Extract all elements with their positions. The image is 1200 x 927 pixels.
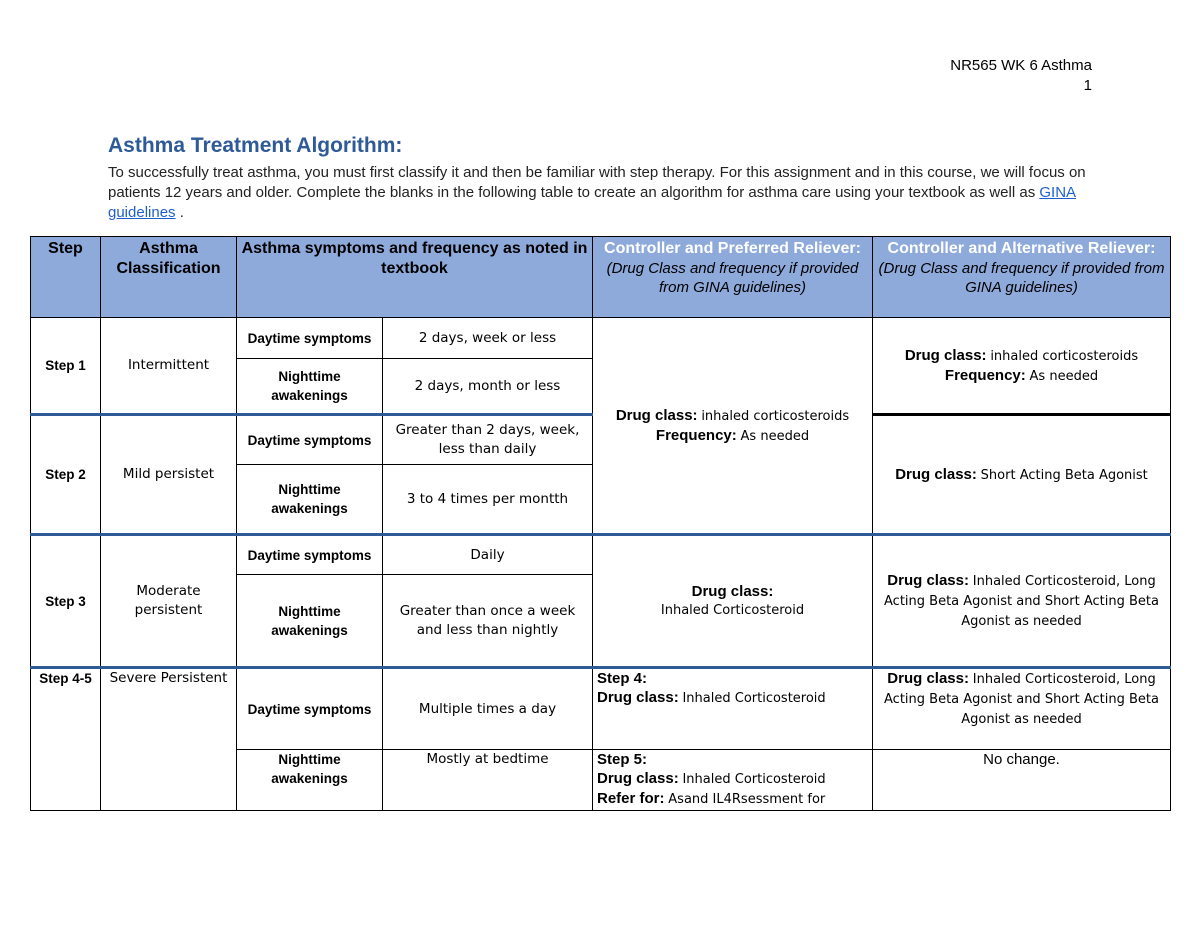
header-preferred-title: Controller and Preferred Reliever: (604, 240, 861, 257)
intro-text-end: . (175, 204, 184, 221)
step1-daytime-value: 2 days, week or less (383, 318, 593, 359)
drug-class-label: Drug class: (597, 689, 679, 706)
step2-nighttime-value: 3 to 4 times per montth (383, 465, 593, 535)
step45-classification: Severe Persistent (101, 668, 237, 811)
steps12-preferred (593, 318, 873, 535)
step5-pref-drug-class: Inhaled Corticosteroid (682, 772, 826, 787)
steps12-pref-drug-class: inhaled corticosteroids (701, 408, 850, 424)
step1-alt-drug-class: inhaled corticosteroids (990, 348, 1139, 364)
step2-nighttime-label: Nighttime awakenings (237, 465, 383, 535)
header-step: Step (31, 237, 101, 318)
step45-label: Step 4-5 (31, 668, 101, 811)
step3-classification: Moderate persistent (101, 535, 237, 668)
asthma-algorithm-table (30, 236, 1171, 811)
step5-preferred (593, 750, 873, 811)
page-number: 1 (1083, 77, 1092, 94)
step3-nighttime-value: Greater than once a week and less than nightly (383, 575, 593, 668)
step4-alt-drug-class: Inhaled Corticosteroid, Long Acting Beta Agonist and Short Acting Beta Agonist as needed (884, 672, 1159, 727)
step3-daytime-label: Daytime symptoms (237, 535, 383, 575)
step1-nighttime-value: 2 days, month or less (383, 359, 593, 415)
drug-class-label: Drug class: (904, 346, 987, 364)
step1-alt-frequency: As needed (1029, 368, 1099, 384)
page-title: Asthma Treatment Algorithm: (108, 134, 403, 157)
drug-class-label: Drug class: (691, 583, 774, 600)
refer-for-label: Refer for: (597, 790, 665, 807)
step2-alt-drug-class: Short Acting Beta Agonist (980, 467, 1148, 483)
step3-daytime-value: Daily (383, 535, 593, 575)
header-preferred-sub: (Drug Class and frequency if provided from GINA guidelines) (606, 260, 859, 296)
step1-daytime-label: Daytime symptoms (237, 318, 383, 359)
step2-alternative (873, 415, 1171, 535)
step3-alternative (873, 535, 1171, 668)
step4-preferred (593, 668, 873, 750)
intro-paragraph (108, 163, 1098, 223)
table-row (31, 535, 1171, 575)
drug-class-label: Drug class: (895, 465, 977, 483)
table-row (31, 668, 1171, 750)
intro-text: To successfully treat asthma, you must first classify it and then be familiar with step therapy. For this assignment and in this course, we will focus on patients 12 years and older. Complete the blanks in the following table to create an algorithm for asthma care using your textbook as well as (108, 164, 1086, 201)
step1-classification: Intermittent (101, 318, 237, 415)
step4-alternative (873, 668, 1171, 750)
step3-preferred (593, 535, 873, 668)
step2-daytime-value: Greater than 2 days, week, less than daily (383, 415, 593, 465)
step3-alt-drug-class: Inhaled Corticosteroid, Long Acting Beta Agonist and Short Acting Beta Agonist as needed (884, 574, 1159, 629)
drug-class-label: Drug class: (615, 406, 698, 424)
step4-label: Step 4: (597, 670, 648, 687)
header-preferred (593, 237, 873, 318)
header-alternative (873, 237, 1171, 318)
step2-daytime-label: Daytime symptoms (237, 415, 383, 465)
step2-label: Step 2 (31, 415, 101, 535)
step3-pref-drug-class: Inhaled Corticosteroid (660, 603, 805, 618)
step1-nighttime-label: Nighttime awakenings (237, 359, 383, 415)
step3-nighttime-label: Nighttime awakenings (237, 575, 383, 668)
step45-daytime-label: Daytime symptoms (237, 668, 383, 750)
doc-title: NR565 WK 6 Asthma (950, 57, 1092, 74)
step4-pref-drug-class: Inhaled Corticosteroid (682, 691, 826, 706)
table-row (31, 318, 1171, 359)
frequency-label: Frequency: (944, 366, 1026, 384)
step2-classification: Mild persistet (101, 415, 237, 535)
drug-class-label: Drug class: (887, 572, 969, 589)
drug-class-label: Drug class: (597, 770, 679, 787)
header-symptoms: Asthma symptoms and frequency as noted in textbook (237, 237, 593, 318)
step45-daytime-value: Multiple times a day (383, 668, 593, 750)
table-header-row (31, 237, 1171, 318)
header-classification: Asthma Classification (101, 237, 237, 318)
step1-label: Step 1 (31, 318, 101, 415)
step5-refer: Asand IL4Rsessment for (668, 792, 826, 807)
drug-class-label: Drug class: (887, 670, 969, 687)
header-alternative-title: Controller and Alternative Reliever: (887, 240, 1156, 257)
step45-nighttime-value: Mostly at bedtime (383, 750, 593, 811)
step3-label: Step 3 (31, 535, 101, 668)
step5-label: Step 5: (597, 751, 648, 768)
page-header (950, 56, 1092, 96)
steps12-pref-frequency: As needed (740, 428, 810, 444)
header-alternative-sub: (Drug Class and frequency if provided from GINA guidelines) (878, 260, 1165, 296)
step45-nighttime-label: Nighttime awakenings (237, 750, 383, 811)
step5-alternative: No change. (873, 750, 1171, 811)
gina-guidelines-link[interactable]: GINA guidelines (108, 184, 1077, 221)
frequency-label: Frequency: (655, 426, 737, 444)
step1-alternative (873, 318, 1171, 415)
